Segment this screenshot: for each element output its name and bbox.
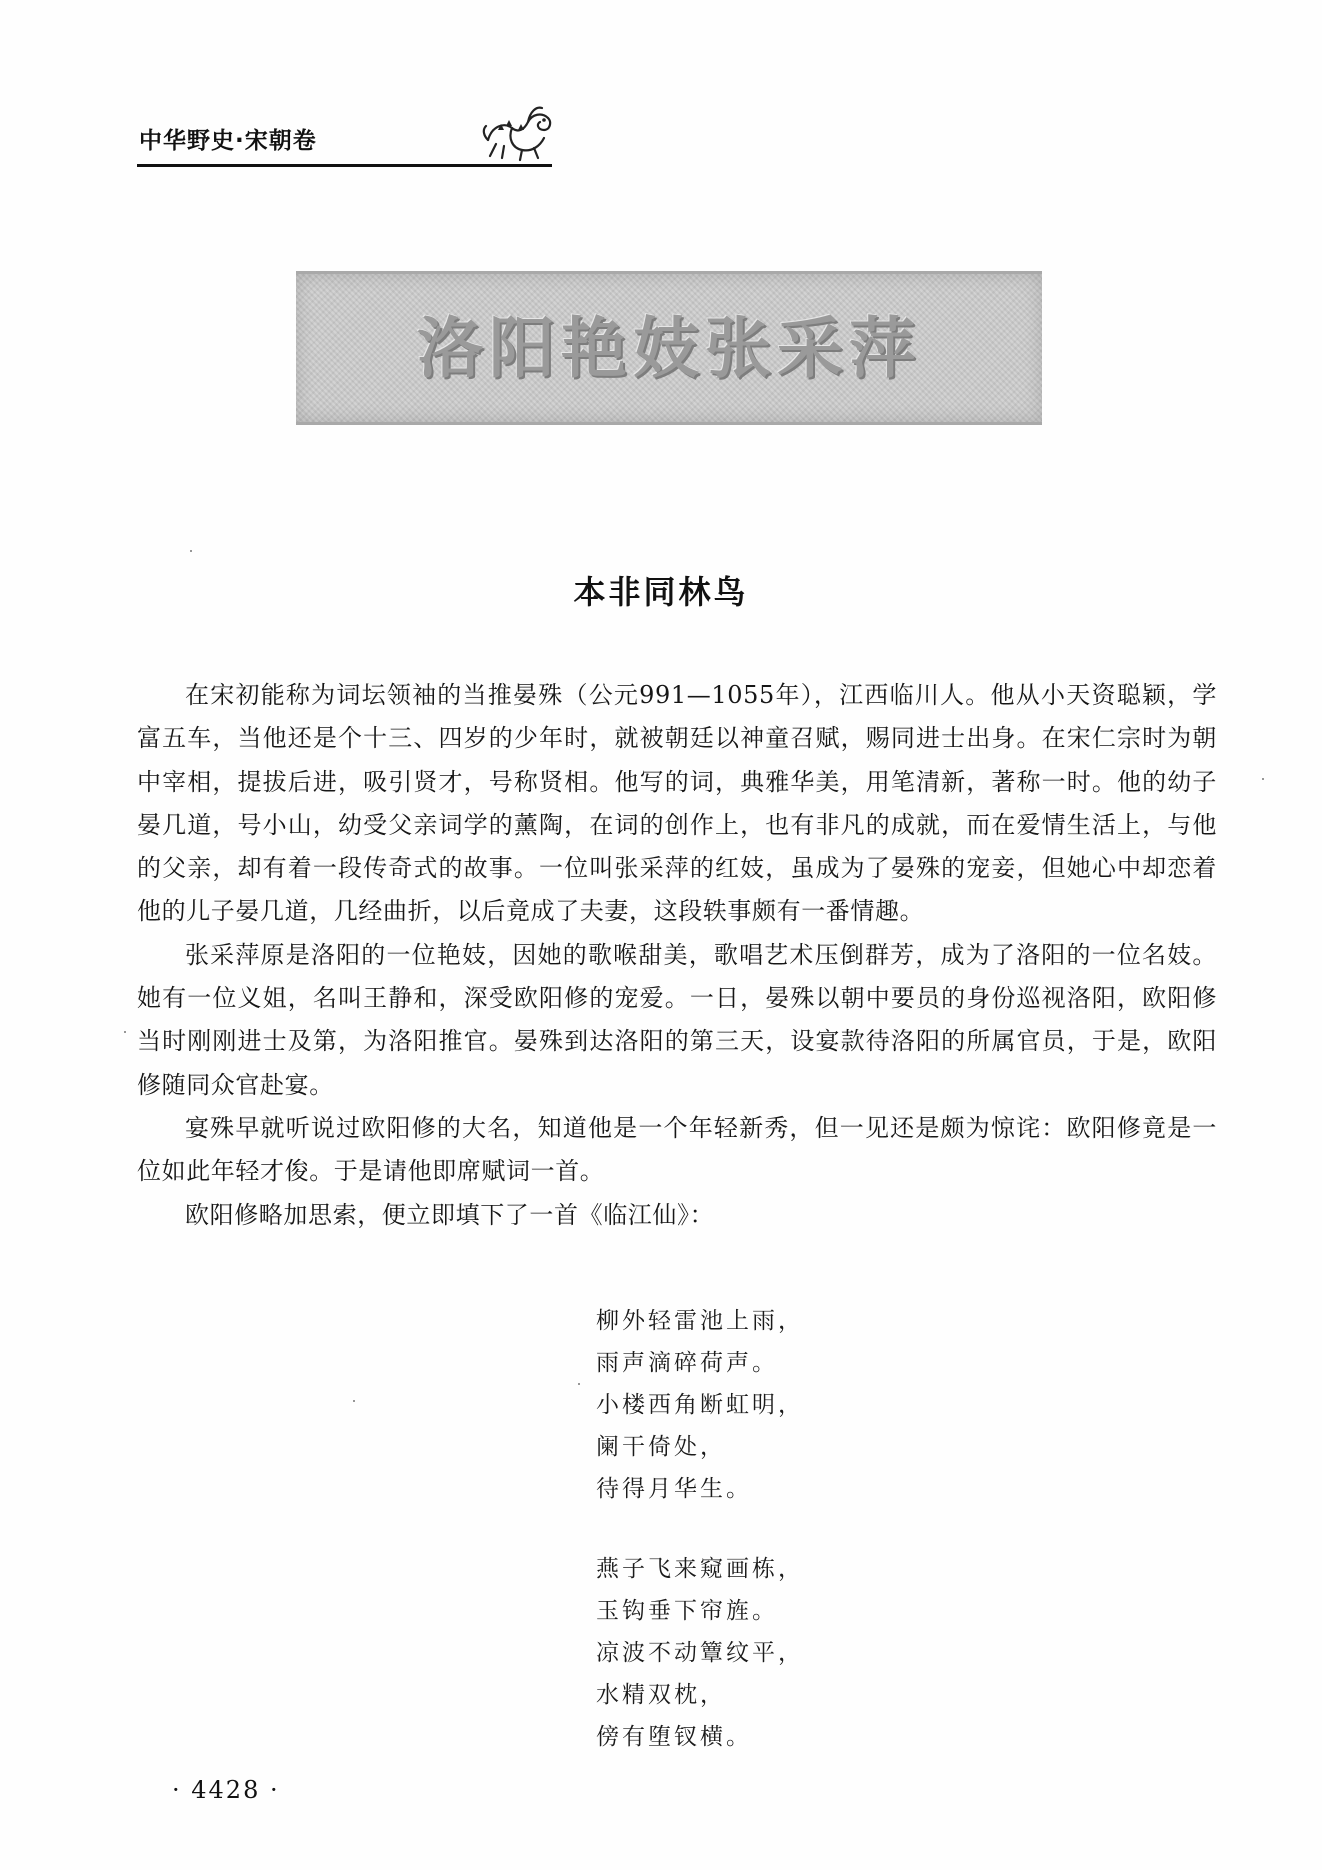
poem-line: 水精双枕， xyxy=(596,1682,726,1708)
poem-line: 燕子飞来窥画栋， xyxy=(596,1556,804,1582)
poem-line: 傍有堕钗横。 xyxy=(596,1724,752,1750)
page-number: · 4428 · xyxy=(172,1776,280,1804)
poem-line: 凉波不动簟纹平， xyxy=(596,1640,804,1666)
poem xyxy=(596,1300,996,1796)
poem-line: 阑干倚处， xyxy=(596,1434,726,1460)
body-text xyxy=(137,674,1217,1237)
scan-speck xyxy=(124,1031,126,1033)
poem-line: 玉钩垂下帘旌。 xyxy=(596,1598,778,1624)
poem-line: 雨声滴碎荷声。 xyxy=(596,1350,778,1376)
poem-line: 柳外轻雷池上雨， xyxy=(596,1308,804,1334)
paragraph: 宴殊早就听说过欧阳修的大名，知道他是一个年轻新秀，但一见还是颇为惊诧：欧阳修竟是一位如此年轻才俊。于是请他即席赋词一首。 xyxy=(137,1113,1217,1186)
scan-speck xyxy=(1262,778,1264,780)
paragraph: 欧阳修略加思索，便立即填下了一首《临江仙》： xyxy=(185,1200,715,1229)
poem-stanza xyxy=(596,1548,996,1758)
chapter-title-banner xyxy=(296,271,1042,425)
header-rule xyxy=(137,164,552,167)
running-title: 中华野史·宋朝卷 xyxy=(139,128,317,154)
scan-speck xyxy=(578,1383,580,1385)
paragraph: 张采萍原是洛阳的一位艳妓，因她的歌喉甜美，歌唱艺术压倒群芳，成为了洛阳的一位名妓。她有一位义姐，名叫王静和，深受欧阳修的宠爱。一日，晏殊以朝中要员的身份巡视洛阳，欧阳修当时刚刚进士及第，为洛阳推官。晏殊到达洛阳的第三天，设宴款待洛阳的所属官员，于是，欧阳修随同众官赴宴。 xyxy=(137,940,1217,1099)
section-heading: 本非同林鸟 xyxy=(573,573,749,611)
scan-speck xyxy=(353,1400,355,1402)
poem-line: 小楼西角断虹明， xyxy=(596,1392,804,1418)
dragon-emblem-icon xyxy=(478,100,558,164)
paragraph: 在宋初能称为词坛领袖的当推晏殊（公元991—1055年），江西临川人。他从小天资聪颖，学富五车，当他还是个十三、四岁的少年时，就被朝廷以神童召赋，赐同进士出身。在宋仁宗时为朝中宰相，提拔后进，吸引贤才，号称贤相。他写的词，典雅华美，用笔清新，著称一时。他的幼子晏几道，号小山，幼受父亲词学的薰陶，在词的创作上，也有非凡的成就，而在爱情生活上，与他的父亲，却有着一段传奇式的故事。一位叫张采萍的红妓，虽成为了晏殊的宠妾，但她心中却恋着他的儿子晏几道，几经曲折，以后竟成了夫妻，这段轶事颇有一番情趣。 xyxy=(137,681,1217,926)
scan-speck xyxy=(190,550,192,552)
chapter-title: 洛阳艳妓张采萍 xyxy=(417,309,921,387)
poem-stanza xyxy=(596,1300,996,1510)
poem-line: 待得月华生。 xyxy=(596,1476,752,1502)
